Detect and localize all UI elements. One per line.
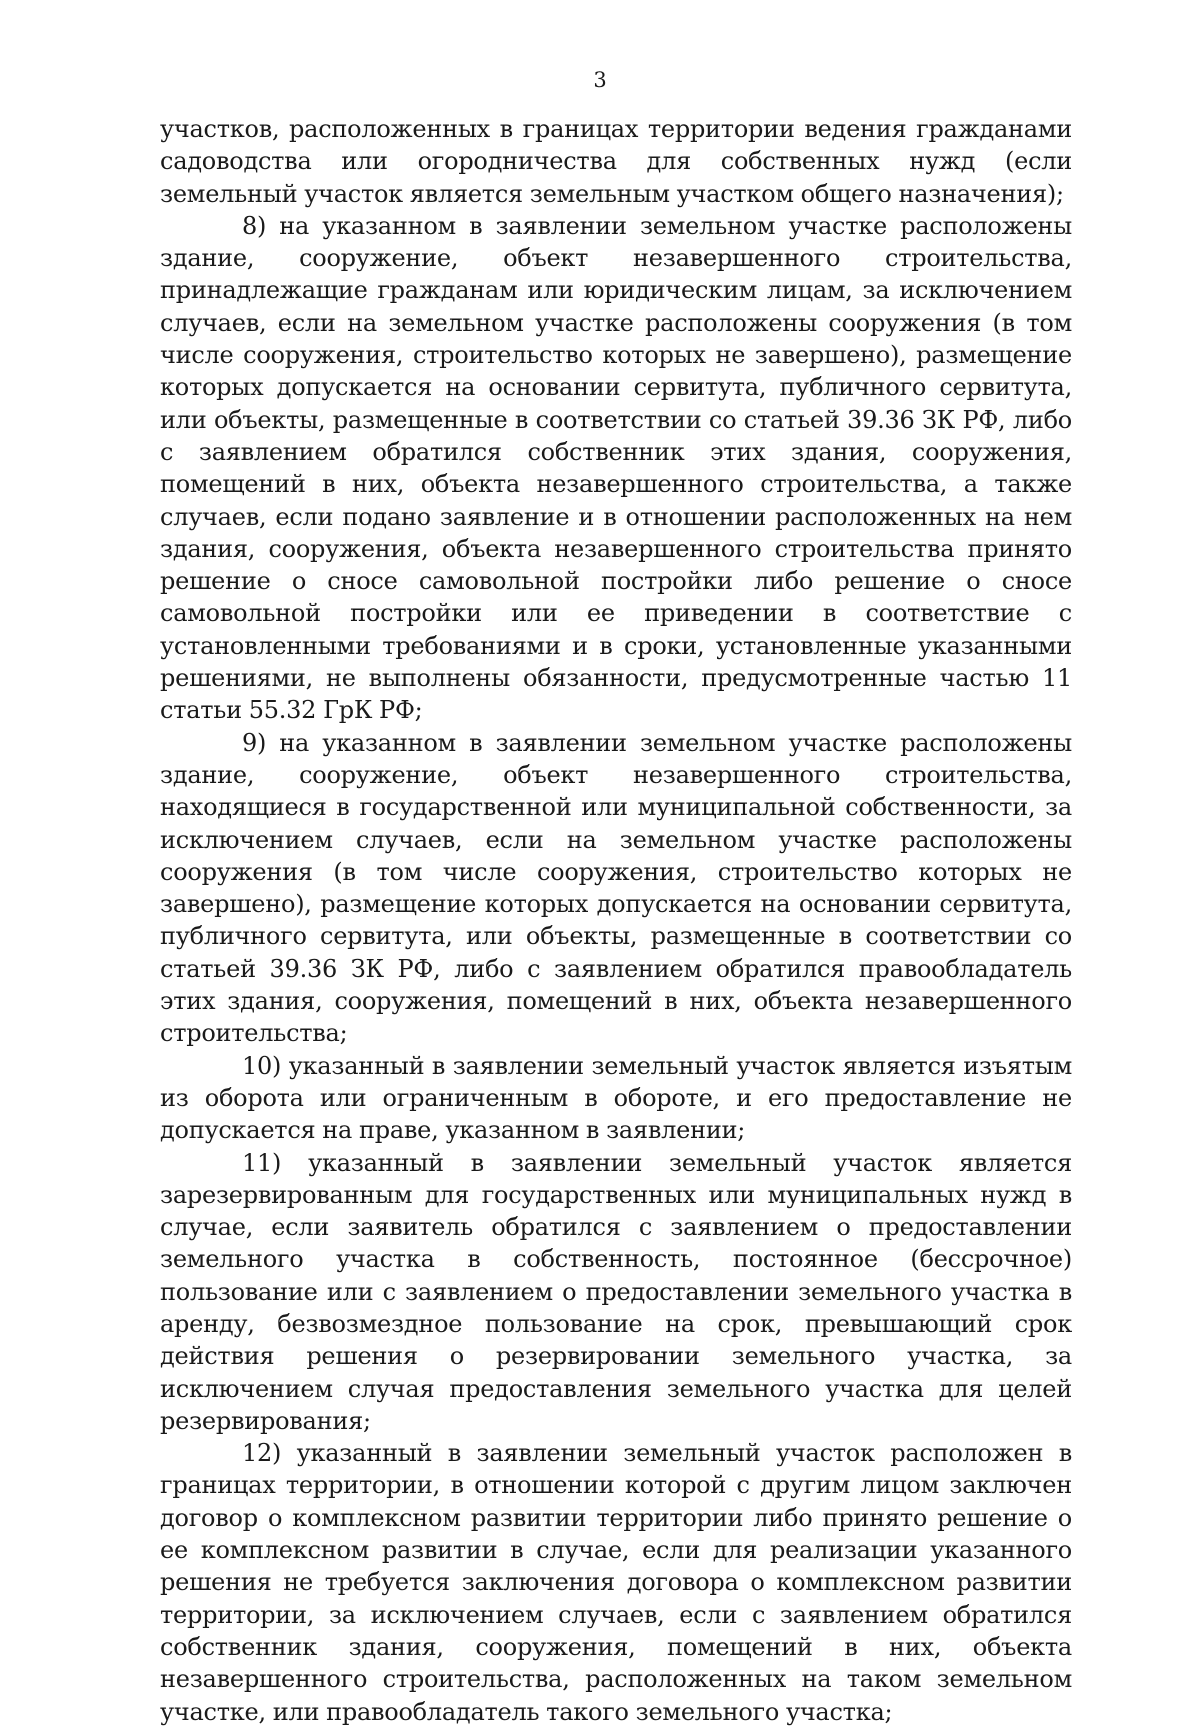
document-body [160, 113, 1072, 1728]
paragraph-item-10: 10) указанный в заявлении земельный участок является изъятым из оборота или ограниченным в обороте, и его предоставление не допускается на праве, указанном в заявлении; [160, 1051, 1072, 1145]
paragraph-item-12: 12) указанный в заявлении земельный участок расположен в границах территории, в отношении которой с другим лицом заключен договор о комплексном развитии территории либо принято решение о ее комплексном развитии в случае, если для реализации указанного решения не требуется заключения договора о комплексном развитии территории, за исключением случаев, если с заявлением обратился собственник здания, сооружения, помещений в них, объекта незавершенного строительства, расположенных на таком земельном участке, или правообладатель такого земельного участка; [160, 1439, 1072, 1726]
paragraph-item-8: 8) на указанном в заявлении земельном участке расположены здание, сооружение, объект незавершенного строительства, принадлежащие гражданам или юридическим лицам, за исключением случаев, если на земельном участке расположены сооружения (в том числе сооружения, строительство которых не завершено), размещение которых допускается на основании сервитута, публичного сервитута, или объекты, размещенные в соответствии со статьей 39.36 ЗК РФ, либо с заявлением обратился собственник этих здания, сооружения, помещений в них, объекта незавершенного строительства, а также случаев, если подано заявление и в отношении расположенных на нем здания, сооружения, объекта незавершенного строительства принято решение о сносе самовольной постройки либо решение о сносе самовольной постройки или ее приведении в соответствие с установленными требованиями и в сроки, установленные указанными решениями, не выполнены обязанности, предусмотренные частью 11 статьи 55.32 ГрК РФ; [160, 211, 1072, 725]
paragraph-item-11: 11) указанный в заявлении земельный участок является зарезервированным для государственных или муниципальных нужд в случае, если заявитель обратился с заявлением о предоставлении земельного участка в собственность, постоянное (бессрочное) пользование или с заявлением о предоставлении земельного участка в аренду, безвозмездное пользование на срок, превышающий срок действия решения о резервировании земельного участка, за исключением случая предоставления земельного участка для целей резервирования; [160, 1148, 1072, 1435]
paragraph-continuation: участков, расположенных в границах территории ведения гражданами садоводства или огородничества для собственных нужд (если земельный участок является земельным участком общего назначения); [160, 115, 1072, 208]
paragraph-item-9: 9) на указанном в заявлении земельном участке расположены здание, сооружение, объект незавершенного строительства, находящиеся в государственной или муниципальной собственности, за исключением случаев, если на земельном участке расположены сооружения (в том числе сооружения, строительство которых не завершено), размещение которых допускается на основании сервитута, публичного сервитута, или объекты, размещенные в соответствии со статьей 39.36 ЗК РФ, либо с заявлением обратился правообладатель этих здания, сооружения, помещений в них, объекта незавершенного строительства; [160, 728, 1072, 1048]
page-number: 3 [593, 68, 607, 92]
